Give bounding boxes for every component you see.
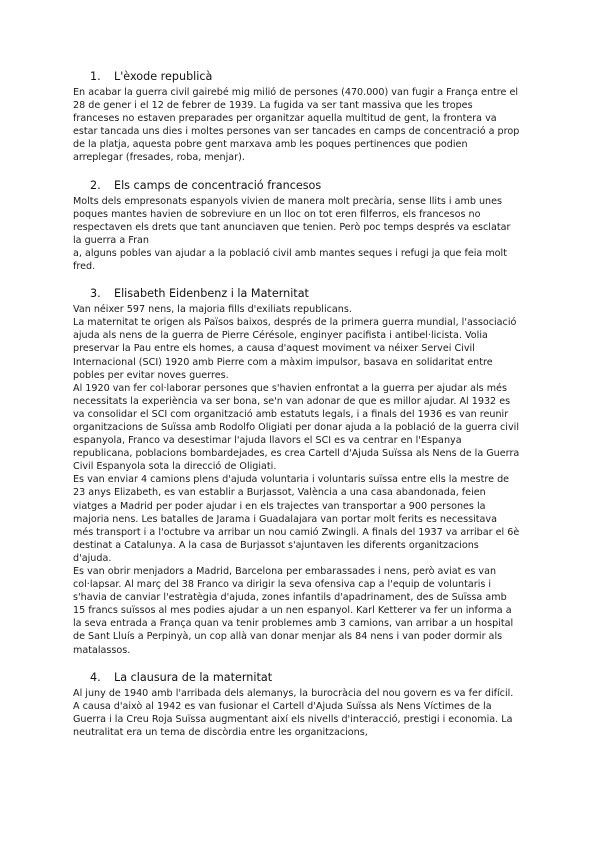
paragraph: En acabar la guerra civil gairebé mig milió de persones (470.000) van fugir a França entre el 28 de gener i el 12 de febrer de 1939. La fugida va ser tant massiva que les tropes franceses no estaven preparades per organitzar aquella multitud de gent, la frontera va estar tancada uns dies i moltes persones van ser tancades en camps de concentració a prop de la platja, aquesta pobre gent marxava amb les poques pertinences que podien arreplegar (fresades, roba, menjar).: [73, 87, 520, 164]
section-title: Elisabeth Eidenbenz i la Maternitat: [114, 287, 309, 301]
section-title: La clausura de la maternitat: [114, 670, 273, 684]
section-exode: [73, 70, 520, 165]
paragraph: La maternitat te origen als Països baixos, després de la primera guerra mundial, l'associació ajuda als nens de la guerra de Pierre Cérésole, enginyer pacifista i antibel·licista. Volia preservar la Pau entre els homes, a causa d'aquest moviment va néixer Servei Civil Internacional (SCI) 1920 amb Pierre com a màxim impulsor, basava en solidaritat entre pobles per evitar noves guerres.: [73, 317, 517, 381]
section-heading: [73, 179, 520, 193]
section-number: 4.: [90, 670, 101, 684]
section-title: L'èxode republicà: [114, 70, 213, 83]
section-number: 1.: [90, 70, 101, 83]
section-title: Els camps de concentració francesos: [114, 178, 322, 192]
section-heading: [73, 70, 520, 84]
section-camps: [73, 179, 520, 274]
section-number: 3.: [90, 287, 101, 301]
section-number: 2.: [90, 178, 101, 192]
paragraph: a, alguns pobles van ajudar a la població civil amb mantes seques i refugi ja que feia molt fred.: [73, 247, 507, 273]
section-heading: [73, 287, 520, 301]
paragraph: Es van obrir menjadors a Madrid, Barcelona per embarassades i nens, però aviat es van col·lapsar. Al març del 38 Franco va dirigir la seva ofensiva cap a l'equip de voluntaris i s'havia de canviar l'estratègia d'ajuda, zones infantils d'apadrinament, des de Suïssa amb 15 francs suïssos al mes podies ajudar a un nen espanyol. Karl Ketterer va fer un informa a la seva entrada a França quan va tenir problemes amb 3 camions, van arribar a un hospital de Sant Lluís a Perpinyà, un cop allà van donar menjar als 84 nens i van poder dormir als matalassos.: [73, 566, 514, 656]
section-clausura: [73, 671, 520, 739]
paragraph: Molts dels empresonats espanyols vivien de manera molt precària, sense llits i amb unes poques mantes havien de sobreviure en un lloc on tot eren filferros, els francesos no respectaven els drets que tant anunciaven que tenien. Però poc temps després va esclatar la guerra a Fran: [73, 195, 511, 246]
section-heading: [73, 671, 520, 685]
paragraph: Es van enviar 4 camions plens d'ajuda voluntaria i voluntaris suïssa entre ells la mestre de 23 anys Elizabeth, es van establir a Burjassot, València a una casa abandonada, feien viatges a Madrid per poder ajudar i en els trajectes van transportar a 900 persones la majoria nens. Les batalles de Jarama i Guadalajara van portar molt ferits es necessitava més transport i a l'octubre va arribar un nou camió Zwingli. A finals del 1937 va arribar el 6è destinat a Catalunya. A la casa de Burjassot s'ajuntaven les diferents organitzacions d'ajuda.: [73, 474, 520, 564]
paragraph: Al juny de 1940 amb l'arribada dels alemanys, la burocràcia del nou govern es va fer difícil. A causa d'això al 1942 es van fusionar el Cartell d'Ajuda Suïssa als Nens Víctimes de la Guerra i la Creu Roja Suïssa augmentant així els nivells d'interacció, prestigi i economia. La neutralitat era un tema de discòrdia entre les organitzacions,: [73, 687, 514, 738]
paragraph: Van néixer 597 nens, la majoria fills d'exiliats republicans.: [73, 304, 352, 316]
paragraph: Al 1920 van fer col·laborar persones que s'havien enfrontat a la guerra per ajudar als més necessitats la experiència va ser bona, se'n van adonar de que es millor ajudar. Al 1932 es va consolidar el SCI com organització amb estatuts legals, i a finals del 1936 es van reunir organitzacions de Suïssa amb Rodolfo Oligiati per donar ajuda a la població de la guerra civil espanyola, Franco va desestimar l'ajuda llavors el SCI es va centrar en l'Espanya republicana, poblacions bombardejades, es crea Cartell d'Ajuda Suïssa als Nens de la Guerra Civil Espanyola sota la direcció de Oligiati.: [73, 382, 520, 473]
section-eidenbenz: [73, 287, 520, 657]
